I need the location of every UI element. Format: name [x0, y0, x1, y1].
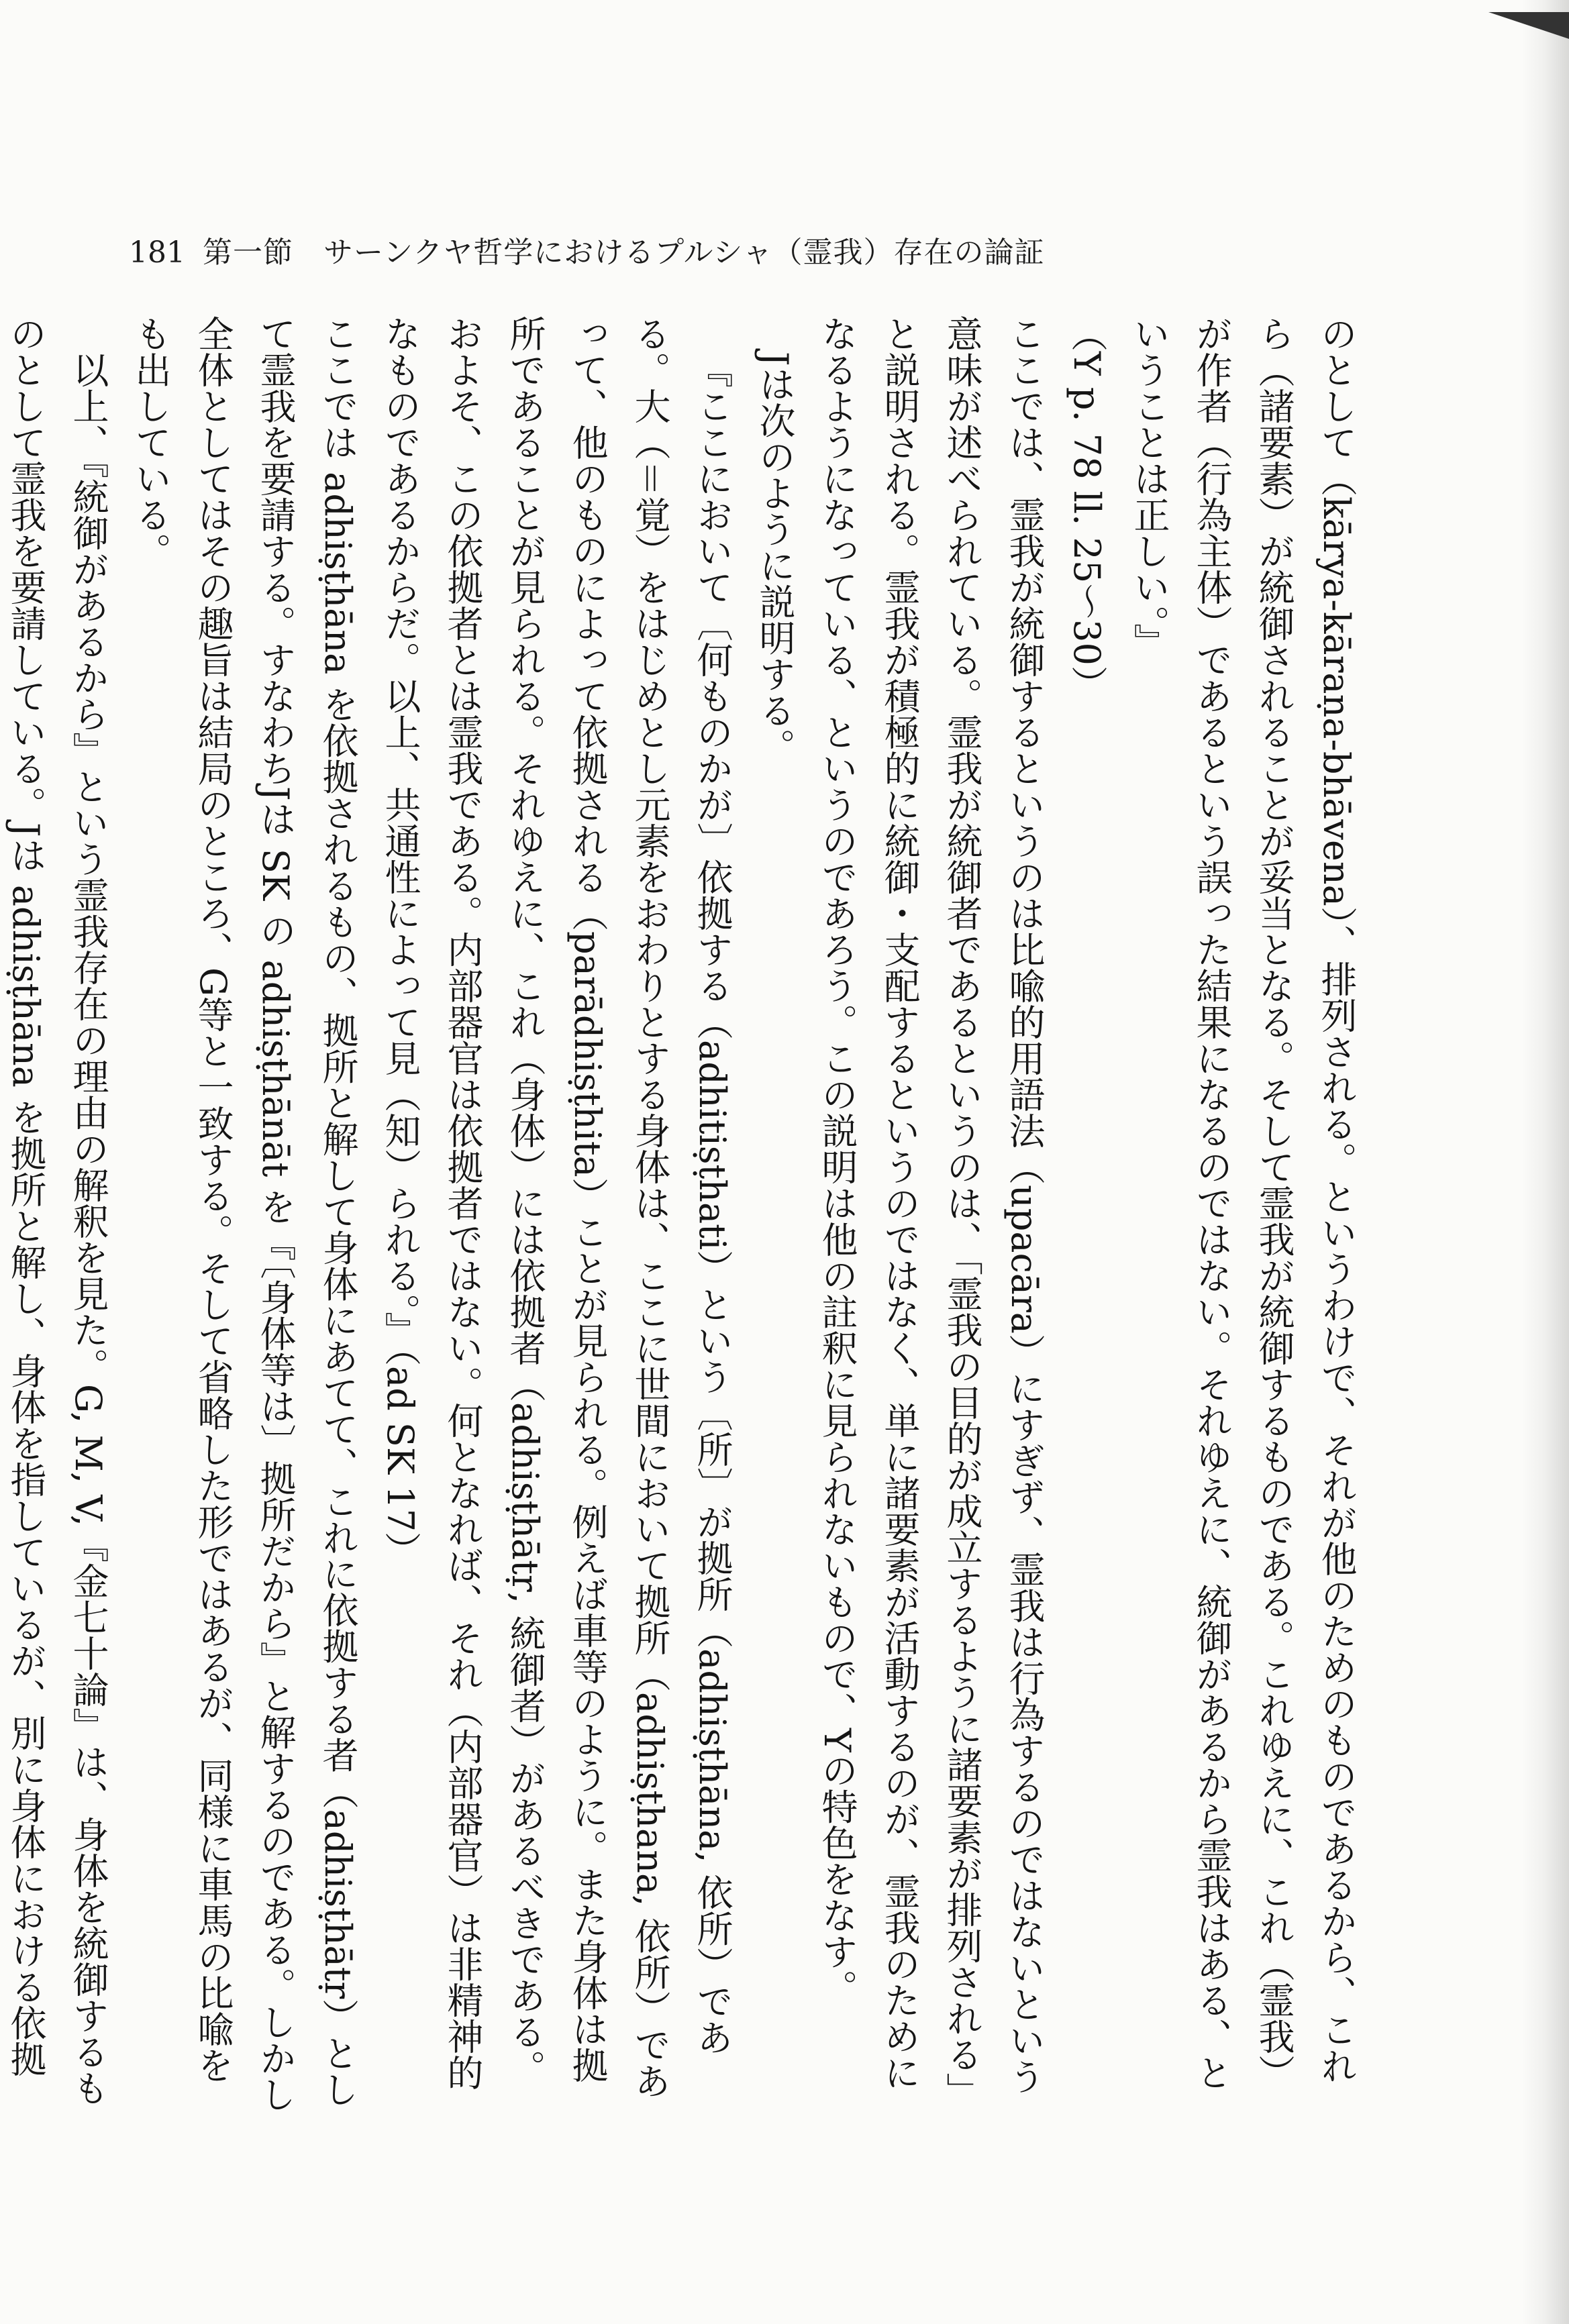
paragraph-quote-j: 『ここにおいて〔何ものかが〕依拠する（adhitiṣṭhati）という〔所〕が拠所（adhiṣṭhāna, 依所）である。大（＝覚）をはじめとし元素をおわりとする身体は、ここに世間において拠所（adhiṣṭhana, 依所）であって、他のものによって依拠される（parādhiṣṭhita）ことが見られる。例えば車等のように。また身体は拠所であることが見られる。それゆえに、これ（身体）には依拠者（adhiṣṭhātṛ, 統御者）があるべきである。およそ、この依拠者とは霊我である。内部器官は依拠者ではない。何となれば、それ（内部器官）は非精神的なものであるからだ。以上、共通性によって見（知）られる。』（ad SK 17） [379, 315, 733, 2099]
paragraph-continuation: のとして（kārya-kāraṇa-bhāvena）、排列される。というわけで、それが他のためのものであるから、これら（諸要素）が統御されることが妥当となる。そして霊我が統御するものである。これゆえに、これ（霊我）が作者（行為主体）であるという誤った結果になるのではない。それゆえに、統御があるから霊我はある、ということは正しい。』 [1128, 315, 1358, 2091]
page-number: 181 [129, 235, 185, 270]
paragraph-analysis: ここでは、霊我が統御するというのは比喩的用語法（upacāra）にすぎず、霊我は行為するのではないという意味が述べられている。霊我が統御者であるというのは、「霊我の目的が成立するように諸要素が排列される」と説明される。霊我が積極的に統御・支配するというのではなく、単に諸要素が活動するのが、霊我のためになるようになっている、というのであろう。この説明は他の註釈に見られないもので、Yの特色をなす。 [816, 315, 1046, 2109]
paragraph-j-commentary: ここでは adhiṣṭhāna を依拠されるもの、拠所と解して身体にあてて、これに依拠する者（adhiṣṭhātṛ）として霊我を要請する。すなわちJは SK の adhiṣṭhānāt を『〔身体等は〕拠所だから』と解するのである。しかし全体としてはその趣旨は結局のところ、G等と一致する。そして省略した形ではあるが、同様に車馬の比喩をも出している。 [130, 315, 359, 2113]
paragraph-summary: 以上、『統御があるから』という霊我存在の理由の解釈を見た。G, M, V,『金七十論』は、身体を統御するものとして霊我を要請している。Jは adhiṣṭhāna を拠所と解し、身体を指しているが、別に身体における依拠 [5, 315, 109, 2106]
scan-edge-mark [1488, 12, 1569, 39]
section-title: 第一節 サーンクヤ哲学におけるプルシャ（霊我）存在の論証 [203, 235, 1045, 270]
paragraph-intro-j: Jは次のように説明する。 [754, 352, 796, 765]
scan-edge-shadow [1522, 0, 1569, 2324]
citation-reference: （Y p. 78 ll. 25〜30） [1066, 315, 1108, 702]
vertical-body-text [0, 315, 1368, 2113]
running-head [129, 228, 1045, 271]
